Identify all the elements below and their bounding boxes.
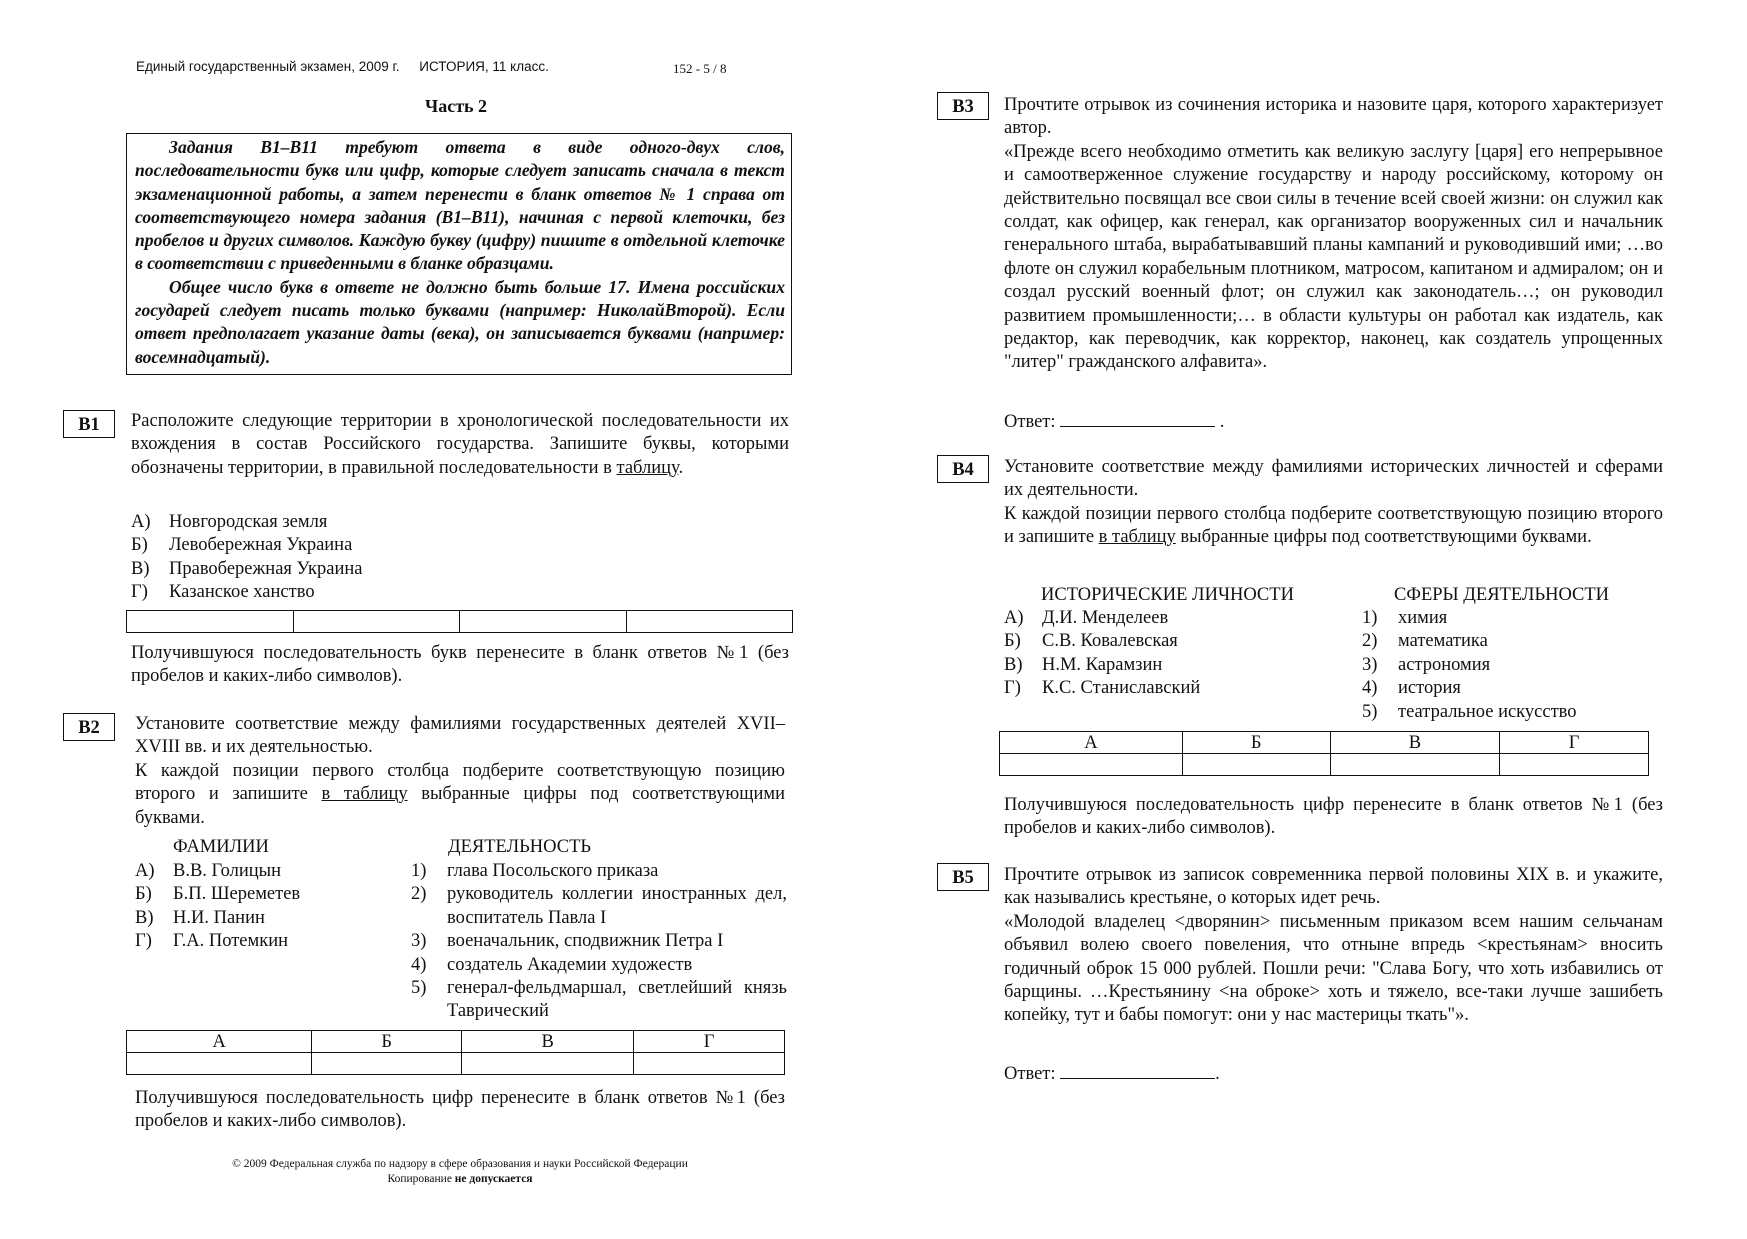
b5-answer-field[interactable] [1060, 1062, 1215, 1079]
answer-end: . [1215, 1064, 1220, 1084]
option-marker: В) [131, 558, 150, 579]
b5-quote: «Молодой владелец <дворянин> письменным приказом всем нашим сельчанам объявил волею своего повеления, что отныне впредь <крестьянам> вносить годичный оброк 15 000 рублей. Пошли речи: "Слава Богу, что хоть избавились от барщины. …Крестьянину <на оброке> хоть и тяжело, все-таки лучше зашибеть копейку, тут и бабы помогут: они у нас мастерицы ткать"». [1004, 911, 1663, 1026]
option-number: 5) [411, 978, 427, 999]
option-text: химия [1398, 608, 1448, 628]
b1-transfer-note: Получившуюся последовательность букв перенесите в бланк ответов №1 (без пробелов и каких-либо символов). [131, 643, 789, 687]
list-item [131, 558, 631, 581]
answer-cell[interactable] [460, 611, 627, 633]
list-item [135, 930, 395, 953]
answer-cell[interactable] [312, 1053, 462, 1075]
option-number: 1) [411, 861, 427, 881]
instructions-paragraph-2: Общее число букв в ответе не должно быть больше 17. Имена российских государей следует писать только буквами (например: НиколайВторой). Если ответ предполагает указание даты (века), он записывается буквами (например: восемнадцатый). [135, 276, 785, 367]
option-text: театральное искусство [1398, 701, 1577, 722]
list-item [1362, 701, 1662, 724]
option-marker: Б) [135, 884, 152, 905]
b1-answer-table [126, 610, 793, 633]
answer-cell[interactable] [626, 611, 793, 633]
b2-col2-list [411, 860, 787, 1024]
b5-intro: Прочтите отрывок из записок современника первой половины XIX в. и укажите, как назывались крестьяне, о которых идет речь. [1004, 865, 1663, 909]
list-item [1004, 677, 1344, 700]
option-number: 3) [411, 931, 427, 952]
b2-instr-end: выбранные цифры под соответствующими буквами. [135, 784, 785, 828]
b5-question [1004, 864, 1663, 1028]
b4-table-link: в таблицу [1098, 527, 1176, 548]
b2-answer-table [126, 1030, 785, 1075]
list-item [1362, 630, 1662, 653]
b1-options-list [131, 511, 631, 605]
list-item [1362, 607, 1662, 630]
table-header-cell: В [462, 1031, 634, 1053]
b4-instr: К каждой позиции первого столбца подберите соответствующую позицию второго и запишите [1004, 503, 1663, 548]
option-text: В.В. Голицын [173, 861, 281, 881]
b1-text: Расположите следующие территории в хронологической последовательности их вхождения в состав Российского государства. Запишите буквы, которыми обозначены территории, в правильной последовательности в [131, 411, 789, 478]
option-marker: Г) [135, 931, 152, 952]
copy-notice-bold: не допускается [454, 1173, 533, 1185]
b3-answer [1004, 410, 1224, 434]
b2-intro: Установите соответствие между фамилиями государственных деятелей XVII–XVIII вв. и их деятельностью. [135, 714, 785, 758]
copy-notice-text: Копирование [387, 1173, 455, 1185]
option-marker: А) [135, 861, 155, 881]
b1-table-link: таблицу [616, 457, 679, 478]
table-header-cell: Б [312, 1031, 462, 1053]
answer-cell[interactable] [1182, 754, 1330, 776]
list-item [1004, 654, 1344, 677]
b4-col1-header: ИСТОРИЧЕСКИЕ ЛИЧНОСТИ [1041, 585, 1294, 605]
list-item [131, 511, 631, 534]
option-number: 4) [1362, 678, 1378, 699]
table-header-cell: Г [634, 1031, 785, 1053]
task-label-b4: В4 [937, 455, 989, 483]
option-marker: Б) [131, 535, 148, 556]
list-item [411, 977, 787, 1024]
option-text: Н.И. Панин [173, 907, 265, 928]
list-item [411, 860, 787, 883]
answer-cell[interactable] [127, 1053, 312, 1075]
option-text: Д.И. Менделеев [1042, 608, 1169, 628]
b4-intro: Установите соответствие между фамилиями исторических личностей и сферами их деятельности. [1004, 457, 1663, 501]
option-text: астрономия [1398, 654, 1491, 675]
list-item [1362, 677, 1662, 700]
option-text: Левобережная Украина [169, 535, 353, 556]
b3-answer-field[interactable] [1060, 410, 1215, 427]
list-item [1362, 654, 1662, 677]
b1-question [131, 410, 789, 480]
page-header [136, 59, 727, 76]
option-number: 2) [1362, 631, 1378, 652]
option-text: Правобережная Украина [169, 558, 363, 579]
instructions-paragraph-1: Задания В1–В11 требуют ответа в виде одного-двух слов, последовательности букв или цифр, которые следует записать сначала в текст экзаменационной работы, а затем перенести в бланк ответов № 1 справа от соответствующего номера задания (В1–В11), начиная с первой клеточки, без пробелов и других символов. Каждую букву (цифру) пишите в отдельной клеточке в соответствии с приведенными в бланке образцами. [135, 137, 785, 274]
table-header-cell: Б [1182, 732, 1330, 754]
list-item [131, 581, 631, 604]
list-item [1004, 630, 1344, 653]
answer-cell[interactable] [127, 611, 294, 633]
option-marker: Б) [1004, 631, 1021, 652]
b3-intro: Прочтите отрывок из сочинения историка и назовите царя, которого характеризует автор. [1004, 95, 1663, 139]
task-label-b1: В1 [63, 410, 115, 438]
task-label-b5: В5 [937, 863, 989, 891]
option-marker: Г) [1004, 678, 1021, 699]
variant-code: 152 - 5 / 8 [673, 61, 727, 76]
b4-col2-list [1362, 607, 1662, 724]
b4-question [1004, 456, 1663, 550]
option-text: К.С. Станиславский [1042, 678, 1201, 699]
exam-title: Единый государственный экзамен, 2009 г. [136, 59, 400, 74]
answer-cell[interactable] [1000, 754, 1183, 776]
list-item [135, 907, 395, 930]
b2-question [135, 713, 785, 830]
list-item [411, 930, 787, 953]
option-text: Б.П. Шереметев [173, 884, 301, 905]
table-header-cell: А [1000, 732, 1183, 754]
part-title: Часть 2 [425, 96, 488, 116]
b5-answer [1004, 1062, 1220, 1086]
page-footer [196, 1157, 724, 1187]
answer-cell[interactable] [462, 1053, 634, 1075]
list-item [411, 954, 787, 977]
answer-label: Ответ: [1004, 1064, 1056, 1084]
answer-cell[interactable] [1330, 754, 1500, 776]
option-text: история [1398, 678, 1461, 699]
b1-text-end: . [678, 457, 684, 478]
answer-cell[interactable] [634, 1053, 785, 1075]
b4-col1-list [1004, 607, 1344, 701]
task-label-b3: В3 [937, 92, 989, 120]
option-number: 3) [1362, 654, 1378, 675]
option-text: Н.М. Карамзин [1042, 654, 1163, 675]
list-item [131, 534, 631, 557]
option-marker: В) [1004, 654, 1023, 675]
option-text: руководитель коллегии иностранных дел, воспитатель Павла I [447, 884, 787, 928]
option-marker: А) [131, 512, 151, 532]
list-item [411, 883, 787, 930]
b2-col1-list [135, 860, 395, 954]
answer-cell[interactable] [1500, 754, 1649, 776]
task-label-b2: В2 [63, 713, 115, 741]
option-text: математика [1398, 631, 1488, 652]
table-header-cell: В [1330, 732, 1500, 754]
b2-instr: К каждой позиции первого столбца подберите соответствующую позицию второго и запишите [135, 760, 785, 805]
option-text: создатель Академии художеств [447, 954, 693, 975]
table-header-cell: Г [1500, 732, 1649, 754]
option-number: 4) [411, 954, 427, 975]
b2-col2-header: ДЕЯТЕЛЬНОСТЬ [448, 837, 591, 857]
option-number: 2) [411, 884, 427, 905]
option-text: военачальник, сподвижник Петра I [447, 931, 724, 952]
option-marker: Г) [131, 582, 148, 603]
option-text: глава Посольского приказа [447, 861, 659, 881]
copy-notice [196, 1172, 724, 1187]
table-header-cell: А [127, 1031, 312, 1053]
option-text: генерал-фельдмаршал, светлейший князь Таврический [447, 978, 787, 1022]
copyright-line: © 2009 Федеральная служба по надзору в сфере образования и науки Российской Федерации [232, 1158, 688, 1170]
option-text: Новгородская земля [169, 512, 328, 532]
b3-quote: «Прежде всего необходимо отметить как великую заслугу [царя] его непрерывное и самоотверженное служение государству и народу российскому, которому он действительно посвящал все свои силы в течение всей своей жизни: он служил как солдат, как офицер, как генерал, как организатор вооруженных сил и начальник генерального штаба, вырабатывавший планы кампаний и руководивший ими; …во флоте он служил корабельным плотником, матросом, капитаном и адмиралом; он и создал русский военный флот; он служил как законодатель…; он руководил развитием промышленности;… в области культуры он работал как издатель, как редактор, как переводчик, как корректор, наконец, как создатель упрощенных "литер" гражданского алфавита». [1004, 141, 1663, 373]
b4-instr-end: выбранные цифры под соответствующими буквами. [1175, 527, 1592, 548]
option-text: Г.А. Потемкин [173, 931, 289, 952]
answer-cell[interactable] [293, 611, 460, 633]
option-marker: В) [135, 907, 154, 928]
b2-table-link: в таблицу [321, 784, 408, 805]
b4-transfer-note: Получившуюся последовательность цифр перенесите в бланк ответов №1 (без пробелов и каких-либо символов). [1004, 795, 1663, 839]
list-item [135, 860, 395, 883]
b4-col2-header: СФЕРЫ ДЕЯТЕЛЬНОСТИ [1394, 585, 1610, 605]
option-text: С.В. Ковалевская [1042, 631, 1178, 652]
instructions-box [126, 133, 792, 375]
option-text: Казанское ханство [169, 582, 315, 603]
b2-transfer-note: Получившуюся последовательность цифр перенесите в бланк ответов №1 (без пробелов и каких-либо символов). [135, 1088, 785, 1132]
b2-col1-header: ФАМИЛИИ [173, 837, 269, 857]
answer-end: . [1219, 412, 1225, 432]
option-marker: А) [1004, 608, 1024, 628]
answer-label: Ответ: [1004, 412, 1056, 432]
list-item [135, 883, 395, 906]
subject-title: ИСТОРИЯ, 11 класс. [419, 59, 549, 74]
list-item [1004, 607, 1344, 630]
b4-answer-table [999, 731, 1649, 776]
option-number: 1) [1362, 608, 1378, 628]
b3-question [1004, 94, 1663, 375]
option-number: 5) [1362, 701, 1378, 722]
